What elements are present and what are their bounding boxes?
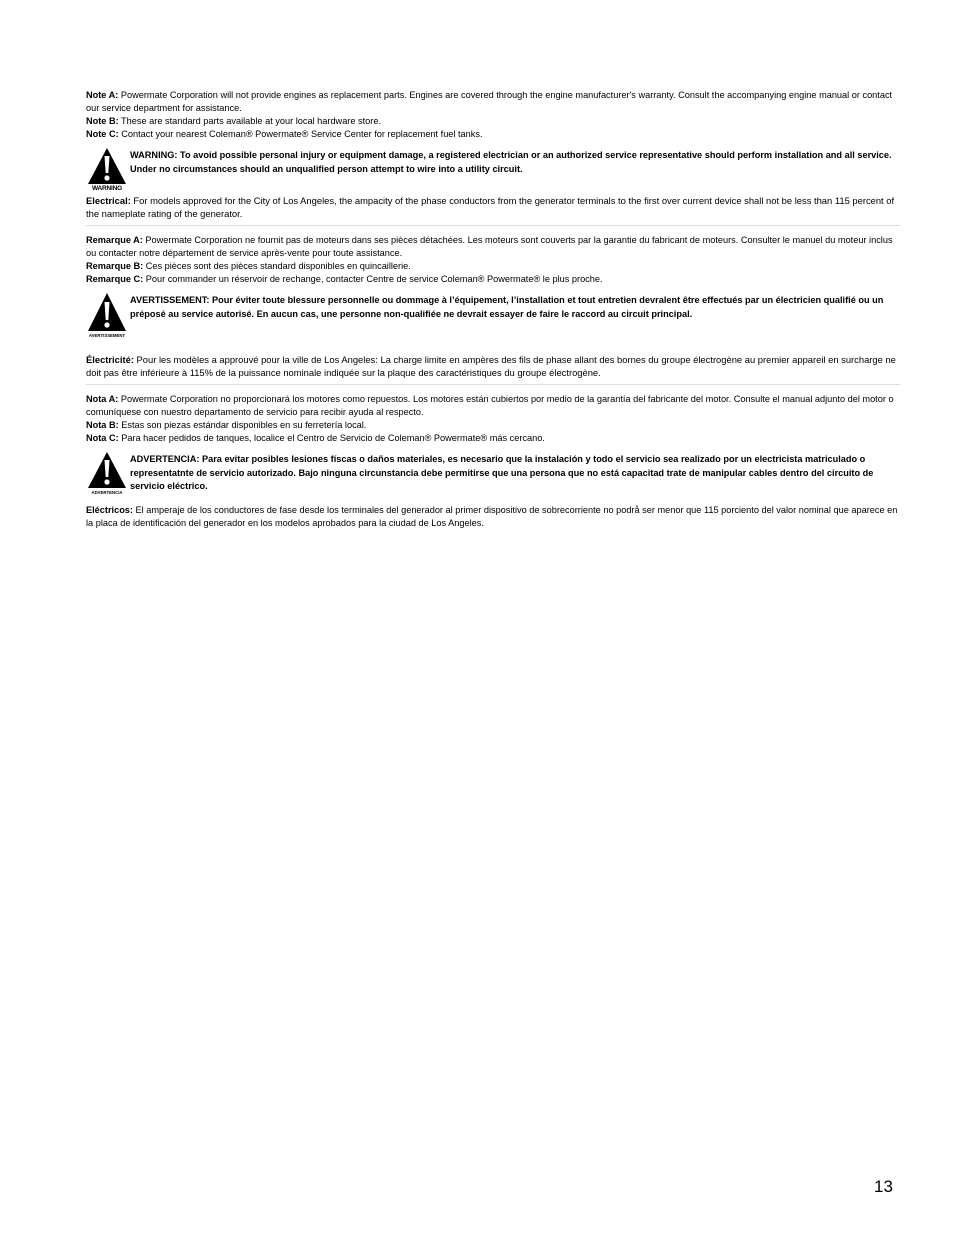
nota-a: Nota A: Powermate Corporation no proporcionará los motores como repuestos. Los motores están cubiertos por medio de la garantía del fabricante del motor. Consulte el manual adjunto del motor o comuníquese con nuestro departamento de servicio para recibir ayuda al respecto.: [86, 394, 894, 417]
remarque-a: Remarque A: Powermate Corporation ne fournit pas de moteurs dans ses pièces détachées. Les moteurs sont couverts par la garantie du fabricant de moteurs. Consulter le manuel du moteur inclus ou contacter notre département de service après-vente pour toute assistance.: [86, 235, 893, 258]
nota-b: Nota B: Estas son piezas estándar disponibles en su ferretería local.: [86, 420, 367, 430]
advertencia-block: [86, 451, 900, 496]
note-c: Note C: Contact your nearest Coleman® Powermate® Service Center for replacement fuel tanks.: [86, 129, 483, 139]
warning-icon: [86, 292, 128, 339]
spanish-section: [86, 393, 900, 530]
english-section: [86, 89, 900, 220]
exclamation-triangle-icon: [87, 451, 127, 489]
warning-icon-caption: ADVERTENCIA: [91, 490, 123, 495]
electrical-note: Electrical: For models approved for the City of Los Angeles, the ampacity of the phase conductors from the generator terminals to the first over current device shall not be less than 115 percent of the nameplate rating of the generator.: [86, 195, 895, 219]
note-a: Note A: Powermate Corporation will not provide engines as replacement parts. Engines are covered through the engine manufacturer's warranty. Consult the accompanying engine manual or contact our service department for assistance.: [86, 90, 893, 113]
french-section: [86, 234, 900, 379]
remarque-b: Remarque B: Ces pièces sont des pièces standard disponibles en quincaillerie.: [86, 261, 411, 271]
manual-page-content: [86, 89, 900, 530]
exclamation-triangle-icon: [87, 147, 127, 185]
electricos-note: Eléctricos: El amperaje de los conductores de fase desde los terminales del generador al primer dispositivo de sobrecorriente no podrå ser menor que 115 porciento del valor nominal que aparece en la placa de identificación del generador en los modelos aprobados para la ciudad de Los Angeles.: [86, 505, 898, 528]
warning-icon: [86, 147, 128, 192]
nota-c: Nota C: Para hacer pedidos de tanques, localice el Centro de Servicio de Coleman® Powermate® más cercano.: [86, 433, 545, 443]
warning-text: AVERTISSEMENT: Pour éviter toute blessure personnelle ou dommage à l’équipement, l’installation et tout entretien devralent être effectués par un électricien qualifié ou un préposé au service autorisé. En aucun cas, une personne non-qualifiée ne devrait essayer de faire le raccord au circuit principal.: [130, 295, 884, 319]
warning-text: WARNING: To avoid possible personal injury or equipment damage, a registered electrician or an authorized service representative should perform installation and all service. Under no circumstances should an unqualified person attempt to wire into a utility circuit.: [130, 150, 892, 174]
warning-text: ADVERTENCIA: Para evitar posibles lesiones físcas o daños materiales, es necesario que la instalación y todo el servicio sea realizado por un electricista matriculado o representatnte de servicio autorizado. Bajo ninguna circunstancia debe permitirse que una persona que no está capacitad trate de manipular cables dentro del circuito de servicio eléctrico.: [130, 454, 874, 491]
section-divider: [86, 225, 900, 226]
electricite-note: Électricité: Pour les modèles a approuvé pour la ville de Los Angeles: La charge limite en ampères des fils de phase allant des bornes du groupe électrogène au premier appareil en surcharge ne doit pas être inférieure à 115% de la puissance nominale indiquée sur la plaque des caractéristiques du groupe électrogène.: [86, 354, 896, 378]
warning-icon-caption: WARNING: [91, 185, 122, 192]
note-b: Note B: These are standard parts available at your local hardware store.: [86, 116, 381, 126]
remarque-c: Remarque C: Pour commander un réservoir de rechange, contacter Centre de service Coleman® Powermate® le plus proche.: [86, 274, 603, 284]
warning-block: [86, 147, 900, 192]
page-number: 13: [874, 1177, 893, 1196]
section-divider: [86, 384, 900, 385]
warning-icon: [86, 451, 128, 496]
exclamation-triangle-icon: [87, 292, 127, 332]
warning-icon-caption: AVERTISSEMENT: [88, 333, 126, 338]
avertissement-block: [86, 292, 900, 339]
